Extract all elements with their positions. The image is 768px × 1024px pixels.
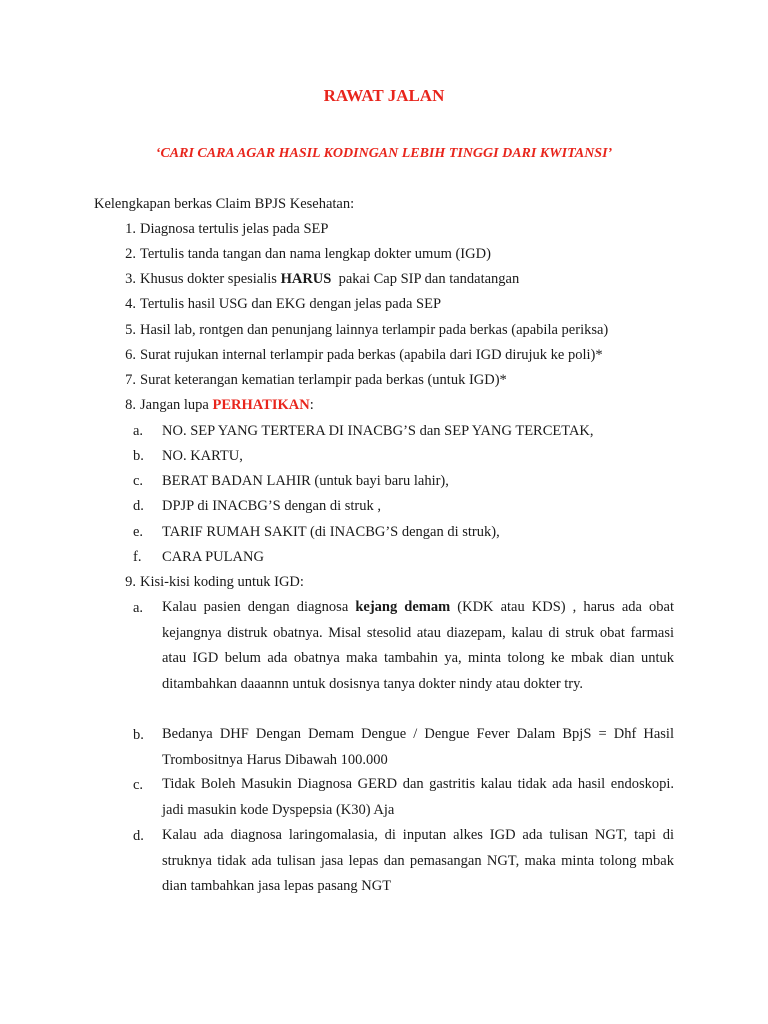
list-item-number: 6. bbox=[125, 347, 136, 363]
text-run: Jangan lupa bbox=[140, 397, 213, 413]
list-item-text: Surat rujukan internal terlampir pada berkas (apabila dari IGD dirujuk ke poli)* bbox=[140, 347, 603, 363]
text-run: Kalau pasien dengan diagnosa bbox=[162, 599, 356, 615]
list-item-number: 2. bbox=[125, 246, 136, 262]
text-run: (KDK atau KDS) , harus ada obat kejangnya distruk obatnya. Misal stesolid atau diazepam, kalau di struk obat farmasi atau IGD belum ada obatnya maka tambahin ya, minta tolong ke mbak dian untuk ditambahkan daaannn untuk dosisnya tanya dokter nindy atau dokter try. bbox=[162, 599, 674, 692]
sub-list-paragraph bbox=[162, 595, 674, 723]
bold-text: HARUS bbox=[280, 271, 332, 287]
list-item-number: 5. bbox=[125, 322, 136, 338]
list-item-text: Tertulis tanda tangan dan nama lengkap dokter umum (IGD) bbox=[140, 246, 491, 262]
list-item bbox=[0, 322, 768, 346]
sub-list-text: NO. SEP YANG TERTERA DI INACBG’S dan SEP YANG TERCETAK, bbox=[162, 423, 594, 439]
list-item-text: Hasil lab, rontgen dan penunjang lainnya terlampir pada berkas (apabila periksa) bbox=[140, 322, 609, 338]
list-item bbox=[0, 372, 768, 396]
highlight-text: PERHATIKAN bbox=[212, 397, 310, 413]
sub-list-letter: e. bbox=[133, 524, 144, 540]
sub-list-letter: c. bbox=[133, 777, 144, 793]
list-item bbox=[0, 271, 768, 295]
sub-list-letter: b. bbox=[133, 727, 144, 743]
sub-list-text: TARIF RUMAH SAKIT (di INACBG’S dengan di struk), bbox=[162, 524, 500, 540]
list-item-number: 1. bbox=[125, 221, 136, 237]
sub-list-item bbox=[0, 524, 768, 548]
bold-text: kejang demam bbox=[355, 599, 451, 615]
list-item-number: 9. bbox=[125, 574, 136, 590]
sub-list-item bbox=[0, 549, 768, 573]
sub-list-text: NO. KARTU, bbox=[162, 448, 243, 464]
text-run: pakai Cap SIP dan tandatangan bbox=[331, 271, 520, 287]
sub-list-letter: b. bbox=[133, 448, 144, 464]
list-item-number: 4. bbox=[125, 296, 136, 312]
text-run: : bbox=[309, 397, 314, 413]
list-item-text: Surat keterangan kematian terlampir pada berkas (untuk IGD)* bbox=[140, 372, 507, 388]
sub-list-item bbox=[0, 473, 768, 497]
sub-list-letter: a. bbox=[133, 600, 144, 616]
text-run: Khusus dokter spesialis bbox=[140, 271, 281, 287]
sub-list-text: BERAT BADAN LAHIR (untuk bayi baru lahir), bbox=[162, 473, 449, 489]
sub-list-paragraph: Kalau ada diagnosa laringomalasia, di inputan alkes IGD ada tulisan NGT, tapi di struknya tidak ada tulisan jasa lepas dan pemasangan NGT, maka minta tolong mbak dian tambahkan jasa lepas pasang NGT bbox=[162, 827, 674, 894]
list-item-text: Kisi-kisi koding untuk IGD: bbox=[140, 574, 304, 590]
list-item-number: 7. bbox=[125, 372, 136, 388]
page-subtitle: ‘CARI CARA AGAR HASIL KODINGAN LEBIH TINGGI DARI KWITANSI’ bbox=[155, 146, 613, 161]
list-item-number: 3. bbox=[125, 271, 136, 287]
list-item-text: Tertulis hasil USG dan EKG dengan jelas pada SEP bbox=[140, 296, 442, 312]
sub-list-letter: d. bbox=[133, 498, 144, 514]
sub-list-letter: d. bbox=[133, 828, 144, 844]
list-item-text: Diagnosa tertulis jelas pada SEP bbox=[140, 221, 329, 237]
list-item bbox=[0, 221, 768, 245]
sub-list-letter: c. bbox=[133, 473, 144, 489]
page-title: RAWAT JALAN bbox=[323, 86, 445, 105]
list-item bbox=[0, 246, 768, 270]
list-item bbox=[0, 296, 768, 320]
list-item-number: 8. bbox=[125, 397, 136, 413]
list-item-text bbox=[140, 397, 314, 414]
sub-list-text: CARA PULANG bbox=[162, 549, 264, 565]
sub-list-item bbox=[0, 498, 768, 522]
list-item bbox=[0, 347, 768, 371]
list-item bbox=[0, 397, 768, 421]
sub-list-item bbox=[0, 423, 768, 447]
sub-list-paragraph: Bedanya DHF Dengan Demam Dengue / Dengue Fever Dalam BpjS = Dhf Hasil Trombositnya Harus Dibawah 100.000 bbox=[162, 726, 674, 768]
sub-list-letter: a. bbox=[133, 423, 144, 439]
sub-list-paragraph: Tidak Boleh Masukin Diagnosa GERD dan gastritis kalau tidak ada hasil endoskopi. jadi masukin kode Dyspepsia (K30) Aja bbox=[162, 776, 674, 818]
sub-list-item bbox=[0, 448, 768, 472]
sub-list-text: DPJP di INACBG’S dengan di struk , bbox=[162, 498, 381, 514]
intro-text: Kelengkapan berkas Claim BPJS Kesehatan: bbox=[94, 196, 355, 212]
sub-list-letter: f. bbox=[133, 549, 142, 565]
list-item-text bbox=[140, 271, 519, 288]
